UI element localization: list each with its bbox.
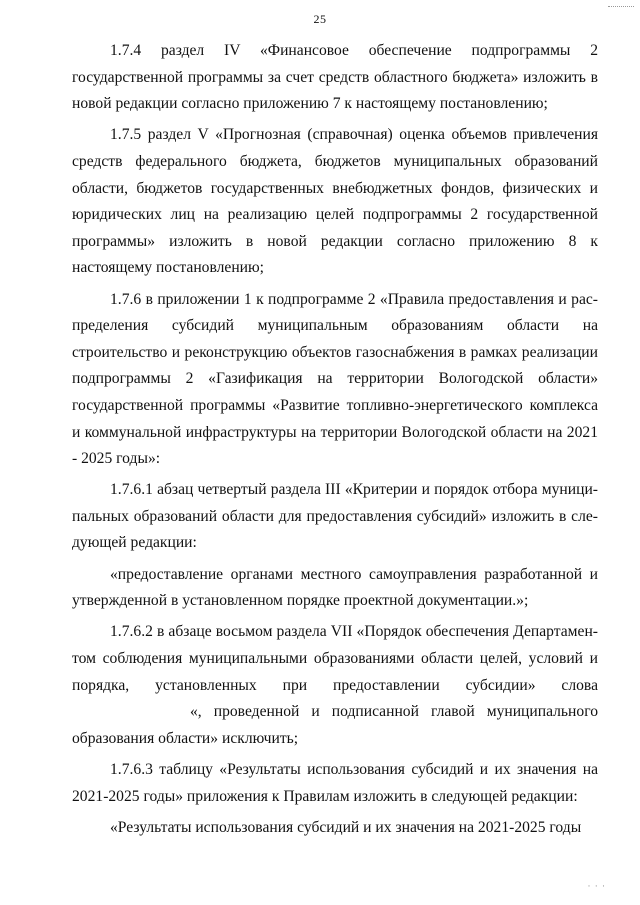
paragraph-1-7-6: 1.7.6 в приложении 1 к подпрограмме 2 «Правила предоставления и распределения субсидий муниципальным образованиям области на строительство и реконструкцию объектов газоснабжения в рамках реализации подпрограммы 2 «Газификация на территории Вологодской области» государственной программы «Развитие топливно-энергетического комплекса и коммунальной инфраструктуры на территории Вологодской области на 2021 - 2025 годы»: [72,290,598,468]
paragraph-quote-project-docs: «предоставление органами местного самоуправления разработанной и утвержденной в установленном порядке проектной документации.»; [72,565,598,610]
paragraph-1-7-6-1: 1.7.6.1 абзац четвертый раздела III «Критерии и порядок отбора муниципальных образований области для предоставления субсидий» изложить в следующей редакции: [72,481,598,552]
page-number: 25 [313,12,327,26]
scan-corner-mark [608,0,634,7]
paragraph-quote-table-title: «Результаты использования субсидий и их значения на 2021-2025 годы [110,818,582,836]
paragraph-1-7-5: 1.7.5 раздел V «Прогнозная (справочная) оценка объемов привлечения средств федерального бюджета, бюджетов муниципальных образований области, бюджетов государственных внебюджетных фондов, физических и юридических лиц на реализацию целей подпрограммы 2 государственной программы» изложить в новой редакции согласно приложению 8 к настоящему постановлению; [72,126,598,277]
scan-bottom-mark: · · · [587,881,606,891]
paragraph-1-7-6-2-start: 1.7.6.2 в абзаце восьмом раздела VII «Порядок обеспечения Департаментом соблюдения муниципальными образованиями области целей, условий и порядка, установленных при предоставлении субсидии» слова [72,623,598,694]
document-body [72,38,598,846]
paragraph-1-7-6-2-end: «, проведенной и подписанной главой муниципального образования области» исключить; [72,703,598,747]
paragraph-1-7-6-3: 1.7.6.3 таблицу «Результаты использования субсидий и их значения на 2021-2025 годы» приложения к Правилам изложить в следующей редакции: [72,761,598,805]
paragraph-1-7-4: 1.7.4 раздел IV «Финансовое обеспечение подпрограммы 2 государственной программы за счет средств областного бюджета» изложить в новой редакции согласно приложению 7 к настоящему постановлению; [72,42,598,113]
paragraph-1-7-6-2 [72,619,598,752]
